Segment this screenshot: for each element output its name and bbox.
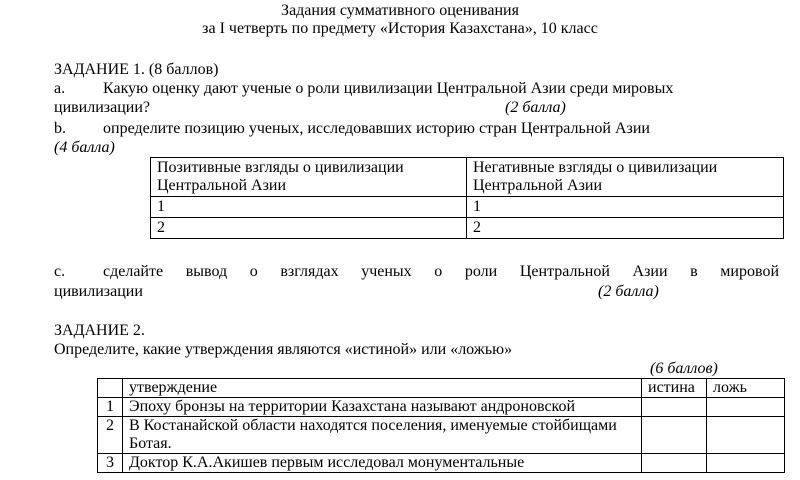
task1-c-text-cont: цивилизации	[54, 283, 143, 300]
negative-views-header: Негативные взгляды о цивилизации Центральной Азии	[467, 158, 784, 197]
statement-cell: Доктор К.А.Акишев первым исследовал монументальные	[123, 454, 642, 473]
positive-cell: 1	[151, 197, 467, 218]
true-answer-cell[interactable]	[642, 454, 707, 473]
task1-heading	[54, 61, 218, 79]
true-answer-cell[interactable]	[642, 417, 707, 454]
false-answer-cell[interactable]	[707, 454, 785, 473]
statement-cell: Эпоху бронзы на территории Казахстана называют андроновской	[123, 398, 642, 417]
number-column-header	[98, 379, 123, 398]
row-number: 2	[98, 417, 123, 454]
task2-statements-table	[97, 378, 785, 473]
true-answer-cell[interactable]	[642, 398, 707, 417]
negative-cell: 2	[467, 218, 784, 239]
positive-views-header: Позитивные взгляды о цивилизации Центральной Азии	[151, 158, 467, 197]
false-answer-cell[interactable]	[707, 398, 785, 417]
task1-title: ЗАДАНИЕ 1.	[54, 61, 145, 78]
task1-views-table	[150, 157, 784, 239]
table-header-row	[151, 158, 784, 197]
task1-b-text: определите позицию ученых, исследовавших историю стран Центральной Азии	[103, 120, 650, 137]
positive-cell: 2	[151, 218, 467, 239]
true-column-header: истина	[642, 379, 707, 398]
table-row	[151, 197, 784, 218]
doc-subtitle: за I четверть по предмету «История Казахстана», 10 класс	[202, 20, 598, 37]
task1-a-text: Какую оценку дают ученые о роли цивилизации Центральной Азии среди мировых	[103, 80, 674, 97]
task1-c-marker: c.	[54, 263, 66, 280]
task2-instruction: Определите, какие утверждения являются «истиной» или «ложью»	[54, 341, 513, 358]
doc-title: Задания суммативного оценивания	[281, 2, 519, 19]
task2-points: (6 баллов)	[650, 360, 718, 377]
task1-b-points: (4 балла)	[54, 139, 115, 156]
table-row	[98, 454, 785, 473]
table-row	[98, 398, 785, 417]
row-number: 3	[98, 454, 123, 473]
task2-title: ЗАДАНИЕ 2.	[54, 322, 145, 339]
task1-b-marker: b.	[54, 120, 66, 137]
row-number: 1	[98, 398, 123, 417]
task1-points: (8 баллов)	[148, 61, 219, 78]
statement-cell: В Костанайской области находятся поселения, именуемые стойбищами Ботая.	[123, 417, 642, 454]
negative-cell: 1	[467, 197, 784, 218]
table-row	[151, 218, 784, 239]
task1-a-text-cont: цивилизации?	[54, 99, 150, 116]
statement-column-header: утверждение	[123, 379, 642, 398]
false-column-header: ложь	[707, 379, 785, 398]
task1-c-points: (2 балла)	[598, 283, 659, 300]
table-header-row	[98, 379, 785, 398]
task1-a-marker: a.	[54, 80, 66, 97]
false-answer-cell[interactable]	[707, 417, 785, 454]
table-row	[98, 417, 785, 454]
task1-a-points: (2 балла)	[505, 99, 566, 116]
task1-c-text: сделайте вывод о взглядах ученых о роли Центральной Азии в мировой	[103, 263, 779, 280]
